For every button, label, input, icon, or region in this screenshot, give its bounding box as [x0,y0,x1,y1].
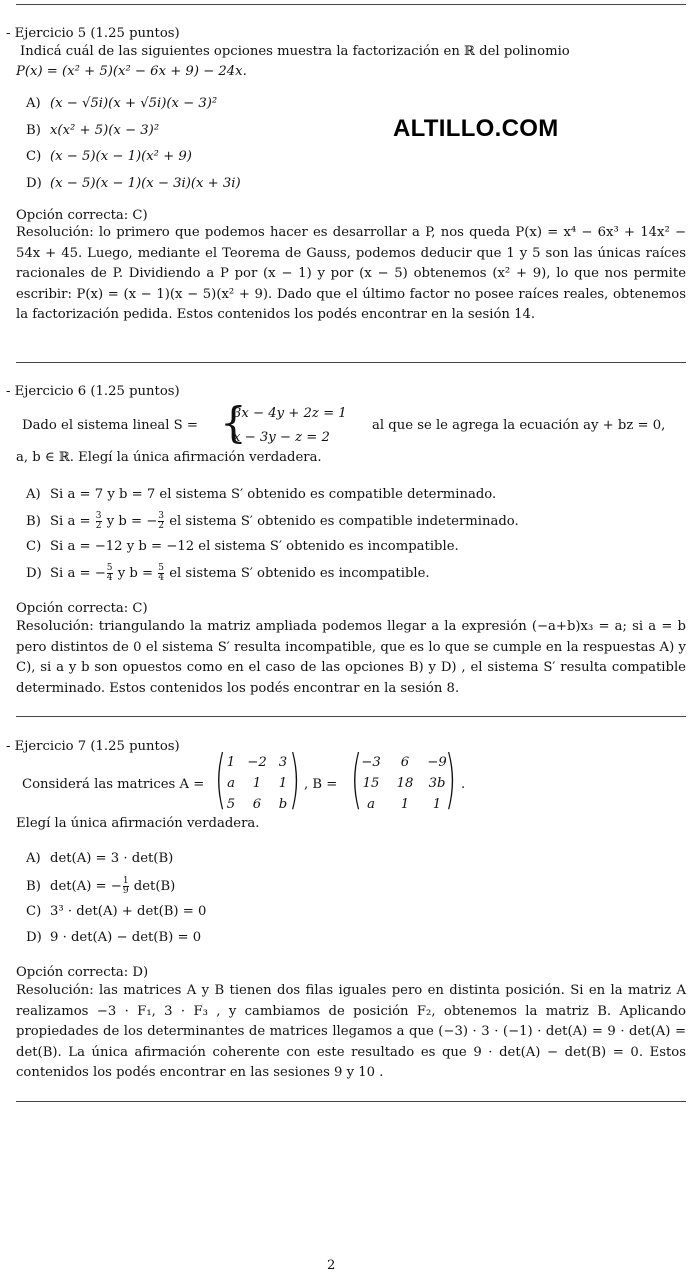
ex7-option-d: D) 9 · det(A) − det(B) = 0 [26,930,202,945]
page-number: 2 [327,1258,336,1273]
system-brace: { [220,398,247,447]
ex7-option-c: C) 3³ · det(A) + det(B) = 0 [26,904,207,919]
watermark-logo: ALTILLO.COM [393,115,559,142]
ex5-correct-answer: Opción correcta: C) [16,208,148,223]
divider [16,716,686,717]
ex5-option-b: B) x(x² + 5)(x − 3)² [26,123,160,138]
fraction: $\frac{5}{4}$ [158,563,164,583]
fraction: $\frac{1}{9}$ [122,876,129,896]
ex7-end-period: . [461,777,466,792]
fraction: $\frac{3}{2}$ [158,511,165,531]
ex6-option-c: C) Si a = −12 y b = −12 el sistema S′ obtenido es incompatible. [26,539,459,554]
ex5-resolution: Resolución: lo primero que podemos hacer es desarrollar a P, nos queda P(x) = x⁴ − 6x³ + 14x² − 54x + 45. Luego, mediante el Teorema de Gauss, podemos deducir que 1 y 5 son las únicas raíces racionales de P. Dividiendo a P por (x − 1) y por (x − 5) obtenemos (x² + 9), lo que nos permite escribir: P(x) = (x − 1)(x − 5)(x² + 9). Dado que el último factor no posee raíces reales, obtenemos la factorización pedida. Estos contenidos los podés encontrar en la sesión 14. [16,225,686,322]
ex6-resolution: Resolución: triangulando la matriz ampliada podemos llegar a la expresión (−a+b)x₃ = a; si a = b pero distintos de 0 el sistema S′ resulta incompatible, que es lo que se cumple en la respuestas A) y C), si a y b son opuestos como en el caso de las opciones B) y D) , el sistema S′ resulta compatible determinado. Estos contenidos los podés encontrar en la sesión 8. [16,619,686,696]
divider [16,4,686,5]
ex7-resolution: Resolución: las matrices A y B tienen dos filas iguales pero en distinta posición. Si en la matriz A realizamos −3 · F₁, 3 · F₃ , y cambiamos de posición F₂, obtenemos la matriz B. Aplicando propiedades de los determinantes de matrices llegamos a que (−3) · 3 · (−1) · det(A) = 9 · det(A) = det(B). La única afirmación coherente con este resultado es que 9 · det(A) − det(B) = 0. Estos contenidos los podés encontrar en las sesiones 9 y 10 . [16,983,686,1080]
ex7-instruction: Elegí la única afirmación verdadera. [16,816,260,831]
ex7-header: - Ejercicio 7 (1.25 puntos) [6,739,180,754]
ex6-option-a: A) Si a = 7 y b = 7 el sistema S′ obtenido es compatible determinado. [26,487,497,502]
ex7-correct-answer: Opción correcta: D) [16,965,149,980]
divider [16,1101,686,1102]
ex6-option-b: B) Si a = $\frac{3}{2}$ y b = − $\frac{3}{2}$ el sistema S′ obtenido es compatible indeterminado. [26,511,519,531]
ex5-option-d: D) (x − 5)(x − 1)(x − 3i)(x + 3i) [26,176,241,191]
ex5-option-a: A) (x − √5i)(x + √5i)(x − 3)² [26,96,218,111]
ex6-intro: Dado el sistema lineal S = [22,418,198,433]
ex6-option-d: D) Si a = − $\frac{5}{4}$ y b = $\frac{5}{4}$ el sistema S′ obtenido es incompatible. [26,563,430,583]
ex6-added-equation: al que se le agrega la ecuación ay + bz = 0, [372,418,666,433]
fraction: $\frac{5}{4}$ [106,563,113,583]
ex6-correct-answer: Opción correcta: C) [16,601,148,616]
ex6-header: - Ejercicio 6 (1.25 puntos) [6,384,180,399]
ex5-polynomial: P(x) = (x² + 5)(x² − 6x + 9) − 24x. [16,64,247,79]
ex6-instruction: a, b ∈ ℝ. Elegí la única afirmación verdadera. [16,450,322,465]
ex7-intro: Considerá las matrices A = [22,777,205,792]
ex6-equation-2: x − 3y − z = 2 [233,430,330,445]
ex7-option-a: A) det(A) = 3 · det(B) [26,851,174,866]
fraction: $\frac{3}{2}$ [95,511,102,531]
ex5-option-c: C) (x − 5)(x − 1)(x² + 9) [26,149,192,164]
ex7-separator: , B = [304,777,338,792]
matrix-b: ( ) −3 6 −9 15 18 3b a 1 1 [350,743,457,817]
ex7-option-b: B) det(A) = − $\frac{1}{9}$ det(B) [26,876,176,896]
divider [16,362,686,363]
ex5-statement: Indicá cuál de las siguientes opciones muestra la factorización en ℝ del polinomio [20,44,570,59]
ex6-equation-1: 3x − 4y + 2z = 1 [233,406,347,421]
matrix-a: ( ) 1 −2 3 a 1 1 5 6 b [214,743,301,817]
ex5-header: - Ejercicio 5 (1.25 puntos) [6,26,180,41]
